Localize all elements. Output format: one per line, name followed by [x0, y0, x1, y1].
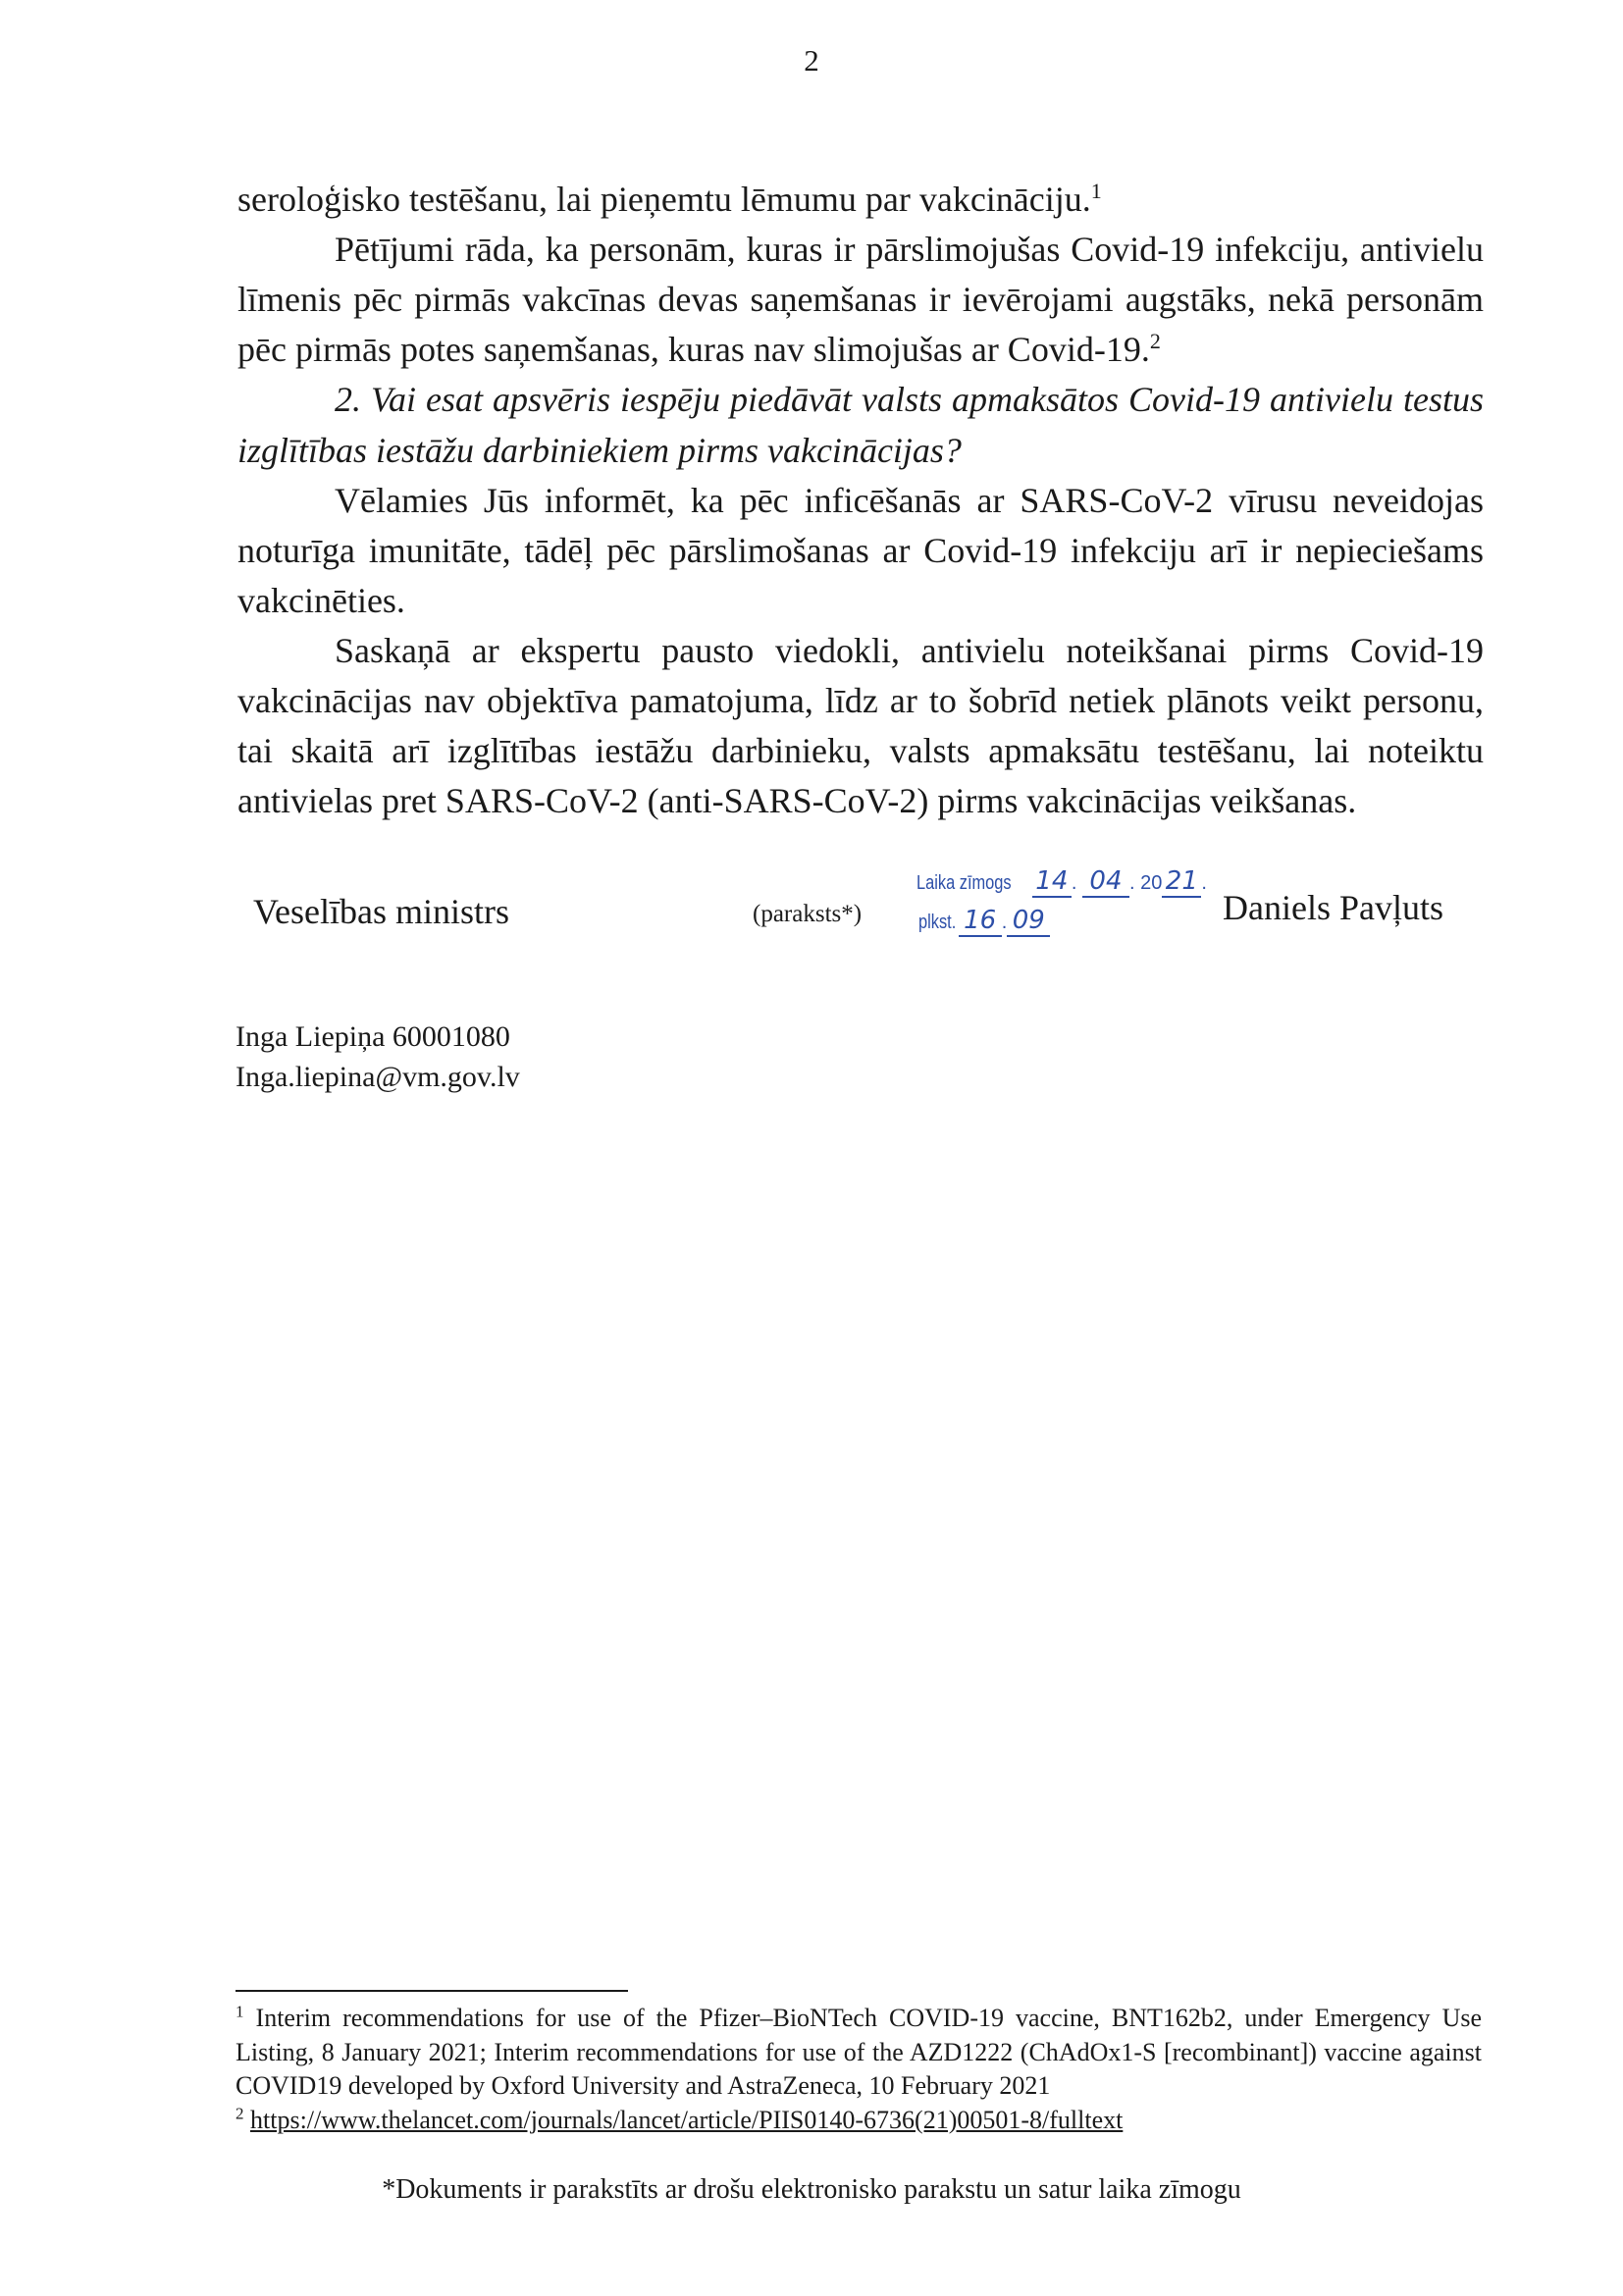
minister-title: Veselības ministrs: [253, 892, 509, 931]
paragraph-research: [237, 225, 1484, 375]
timestamp-date-row: Laika zīmogs 14 . 04 . 20 21 .: [916, 866, 1207, 896]
letter-body: [237, 175, 1484, 826]
paragraph-expert-opinion: Saskaņā ar ekspertu pausto viedokli, antivielu noteikšanai pirms Covid-19 vakcinācijas nav objektīva pamatojuma, līdz ar to šobrīd netiek plānots veikt personu, tai skaitā arī izglītības iestāžu darbinieku, valsts apmaksātu testēšanu, lai noteiktu antivielas pret SARS-CoV-2 (anti-SARS-CoV-2) pirms vakcinācijas veikšanas.: [237, 630, 1484, 821]
timestamp-hour: 16: [959, 907, 1002, 937]
signature-block: [0, 863, 1623, 971]
timestamp-minute: 09: [1007, 907, 1050, 937]
footnote-link[interactable]: https://www.thelancet.com/journals/lancet/article/PIIS0140-6736(21)00501-8/fulltext: [250, 2105, 1124, 2134]
timestamp-time-row: plkst. 16 . 09: [916, 907, 1207, 946]
footnote-1: [236, 2002, 1482, 2104]
footnote-ref: 1: [1090, 179, 1102, 203]
question-heading: 2. Vai esat apsvēris iespēju piedāvāt valsts apmaksātos Covid-19 antivielu testus izglītības iestāžu darbiniekiem pirms vakcinācijas?: [237, 380, 1484, 470]
timestamp-time-label: plkst.: [918, 912, 957, 933]
timestamp-month: 04: [1082, 867, 1129, 898]
paragraph-text: seroloģisko testēšanu, lai pieņemtu lēmumu par vakcināciju.: [237, 180, 1091, 219]
footnote-ref: 2: [1149, 329, 1161, 354]
signature-disclaimer: *Dokuments ir parakstīts ar drošu elektronisko parakstu un satur laika zīmogu: [382, 2174, 1241, 2205]
footnote-2: [236, 2104, 1482, 2138]
footnote-number: 1: [236, 2002, 244, 2021]
contact-email: Inga.liepina@vm.gov.lv: [236, 1060, 520, 1093]
timestamp-year-prefix: 20: [1140, 872, 1163, 894]
footnote-text: Interim recommendations for use of the Pfizer–BioNTech COVID-19 vaccine, BNT162b2, under Emergency Use Listing, 8 January 2021; Interim recommendations for use of the AZD1222 (ChAdOx1-S [recombinant]) vaccine against COVID19 developed by Oxford University and AstraZeneca, 10 February 2021: [236, 2004, 1483, 2101]
timestamp-stamp: [916, 867, 1207, 946]
paragraph-continuation: [237, 175, 1484, 225]
timestamp-year-suffix: 21: [1162, 867, 1201, 898]
signature-note: (paraksts*): [753, 901, 863, 927]
timestamp-label: Laika zīmogs: [916, 872, 1012, 894]
contact-name-phone: Inga Liepiņa 60001080: [236, 1020, 510, 1053]
footnote-number: 2: [236, 2104, 244, 2123]
footnotes: [236, 2002, 1482, 2137]
minister-name: Daniels Pavļuts: [1223, 888, 1443, 927]
contact-block: [236, 1018, 520, 1097]
timestamp-day: 14: [1032, 867, 1072, 898]
page-number: 2: [804, 43, 819, 78]
footnote-divider: [236, 1990, 628, 1992]
paragraph-immunity: Vēlamies Jūs informēt, ka pēc inficēšanās ar SARS-CoV-2 vīrusu neveidojas noturīga imunitāte, tādēļ pēc pārslimošanas ar Covid-19 infekciju arī ir nepieciešams vakcinēties.: [237, 480, 1484, 620]
paragraph-text: Pētījumi rāda, ka personām, kuras ir pārslimojušas Covid-19 infekciju, antivielu līmenis pēc pirmās vakcīnas devas saņemšanas ir ievērojami augstāks, nekā personām pēc pirmās potes saņemšanas, kuras nav slimojušas ar Covid-19.: [237, 230, 1484, 370]
